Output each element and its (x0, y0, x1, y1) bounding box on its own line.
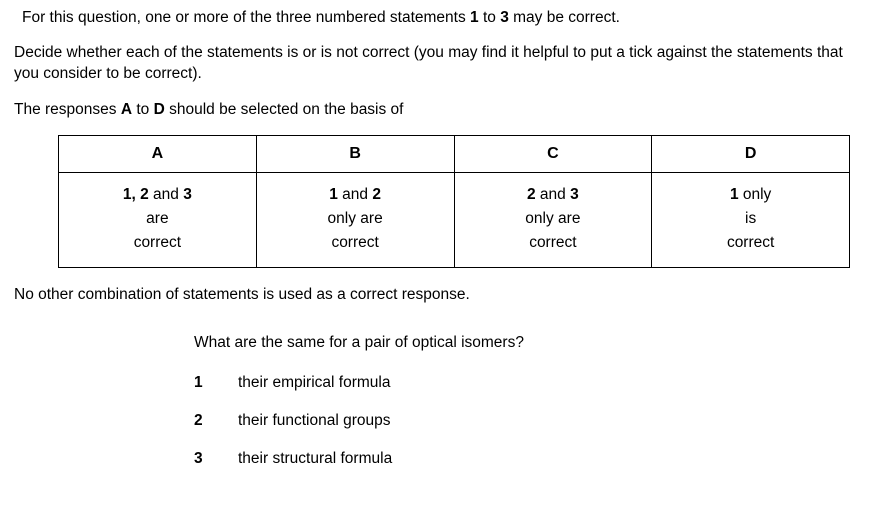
statement-number-3: 3 (194, 450, 203, 468)
response-header-d: D (652, 135, 850, 172)
response-cell-d (652, 173, 850, 268)
response-cell-b-mid: and (337, 186, 373, 203)
response-cell-b-bold1: 1 (329, 186, 338, 203)
instruction-line-1-mid: to (478, 9, 501, 26)
instruction-line-1-post: may be correct. (508, 9, 620, 26)
instruction-line-2: Decide whether each of the statements is or is not correct (you may find it helpful to put a tick against the statements that you consider to be correct). (14, 44, 843, 82)
response-cell-a-line2: are (146, 210, 169, 228)
response-cell-d-line1 (652, 183, 849, 207)
table-row (59, 173, 850, 268)
statement-text-1: their empirical formula (238, 374, 391, 392)
response-cell-c-line3: correct (529, 234, 577, 252)
response-table-wrapper (14, 135, 864, 268)
list-item (194, 374, 864, 392)
response-cell-c-line1 (455, 183, 652, 207)
response-cell-b-bold2: 2 (372, 186, 381, 203)
response-cell-d-line2: is (745, 210, 757, 228)
statement-text-3: their structural formula (238, 450, 393, 468)
response-cell-b (256, 173, 454, 268)
instruction-line-3-mid: to (132, 101, 154, 119)
response-cell-a-bold2: 3 (183, 186, 192, 203)
response-cell-c (454, 173, 652, 268)
instruction-line-1-bold-2: 3 (500, 9, 509, 26)
statement-number-1: 1 (194, 374, 203, 392)
instruction-line-3-post: should be selected on the basis of (164, 101, 404, 119)
response-cell-c-bold1: 2 (527, 186, 536, 203)
response-cell-a-bold1: 1, 2 (122, 186, 149, 203)
no-other-combination-note: No other combination of statements is used as a correct response. (14, 286, 470, 304)
response-cell-a-mid: and (148, 186, 184, 203)
response-cell-a-line1 (59, 183, 256, 207)
response-options-table (58, 135, 850, 268)
statements-list (194, 374, 864, 468)
response-header-c: C (454, 135, 652, 172)
instruction-line-3-pre: The responses (14, 101, 121, 119)
instruction-line-3-bold-2: D (153, 101, 165, 119)
statement-text-2: their functional groups (238, 412, 391, 430)
instruction-line-1-pre: For this question, one or more of the three numbered statements (22, 9, 471, 26)
response-cell-d-bold1: 1 (729, 186, 739, 203)
instruction-line-3 (14, 100, 864, 120)
response-cell-b-line2: only are (327, 210, 383, 228)
response-header-a: A (59, 135, 257, 172)
statement-number-2: 2 (194, 412, 203, 430)
response-cell-d-mid: only (738, 186, 772, 203)
response-cell-c-line2: only are (525, 210, 581, 228)
response-cell-d-line3: correct (726, 234, 775, 252)
question-text: What are the same for a pair of optical isomers? (194, 334, 524, 352)
instruction-line-1-bold-1: 1 (470, 9, 479, 26)
response-header-b: B (256, 135, 454, 172)
response-cell-b-line3: correct (331, 234, 379, 252)
response-cell-b-line1 (257, 183, 454, 207)
response-cell-a (59, 173, 257, 268)
response-cell-c-mid: and (535, 186, 571, 203)
response-cell-c-bold2: 3 (570, 186, 579, 203)
list-item (194, 412, 864, 430)
list-item (194, 450, 864, 468)
instruction-line-1 (14, 8, 864, 28)
table-header-row (59, 135, 850, 172)
instruction-line-3-bold-1: A (120, 101, 133, 119)
response-cell-a-line3: correct (133, 234, 182, 252)
